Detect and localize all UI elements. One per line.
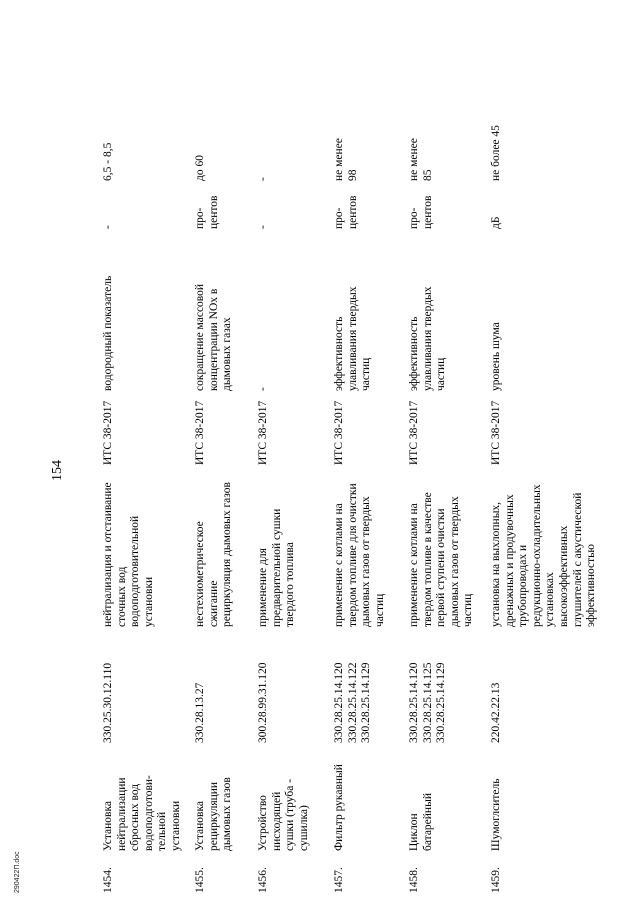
row-number: 1455.	[194, 867, 206, 893]
technology-description: нейтрализация и отстаивание сточных вод водоподготовительной установки	[102, 482, 155, 627]
its-reference: ИТС 38-2017	[257, 400, 269, 465]
value: -	[257, 177, 269, 181]
value: до 60	[194, 155, 206, 181]
okpd-codes: 330.28.25.14.120 330.28.25.14.125 330.28.25.14.129	[408, 662, 448, 743]
value: не более 45	[490, 125, 502, 181]
its-reference: ИТС 38-2017	[102, 400, 114, 465]
row-number: 1459.	[490, 867, 502, 893]
unit: про- центов	[194, 195, 220, 229]
indicator: -	[257, 387, 269, 391]
equipment-name: Установка рециркуляции дымовых газов	[194, 777, 234, 851]
technology-description: применение с котлами на твердом топливе для очистки дымовых газов от твердых частиц	[333, 483, 386, 627]
equipment-name: Установка нейтрализации сбросных вод водоподготови- тельной установки	[102, 775, 182, 851]
row-number: 1457.	[333, 867, 345, 893]
technology-description: применение для предварительной сушки твердого топлива	[257, 508, 297, 627]
page-number: 154	[50, 460, 65, 481]
equipment-name: Циклон батарейный	[408, 793, 434, 851]
equipment-name: Шумоглситель	[490, 778, 502, 851]
rotated-content	[50, 48, 598, 893]
value: не менее 85	[408, 138, 434, 181]
value: не менее 98	[333, 138, 359, 181]
okpd-codes: 330.28.13.27	[194, 682, 206, 743]
row-number: 1458.	[408, 867, 420, 893]
row-number: 1456.	[257, 867, 269, 893]
okpd-codes: 220.42.22.13	[490, 682, 502, 743]
technology-description: применение с котлами на твердом топливе в качестве первой ступени очистки дымовых газов от твердых частиц	[408, 492, 475, 627]
unit: дБ	[490, 216, 502, 229]
okpd-codes: 300.28.99.31.120	[257, 662, 269, 743]
equipment-name: Фильтр рукавный	[333, 764, 345, 851]
unit: про- центов	[408, 195, 434, 229]
its-reference: ИТС 38-2017	[490, 400, 502, 465]
unit: про- центов	[333, 195, 359, 229]
its-reference: ИТС 38-2017	[333, 400, 345, 465]
unit: -	[102, 225, 114, 229]
its-reference: ИТС 38-2017	[408, 400, 420, 465]
value: 6,5 - 8,5	[102, 142, 114, 181]
okpd-codes: 330.25.30.12.110	[102, 662, 114, 743]
row-number: 1454.	[102, 867, 114, 893]
document-file-code: 290422П.doc	[14, 851, 21, 893]
technology-description: установка на выхлопных, дренажных и продувочных трубопроводах и редукционно-охладительных установках высокоэффективных глушителей с акустической эффективностью	[490, 484, 598, 627]
indicator: сокращение массовой концентрации NOx в дымовых газах	[194, 283, 234, 391]
indicator: водородный показатель	[102, 275, 114, 391]
equipment-name: Устройство нисходящей сушки (труба - сушилка)	[257, 778, 310, 851]
indicator: уровень шума	[490, 322, 502, 391]
okpd-codes: 330.28.25.14.120 330.28.25.14.122 330.28.25.14.129	[333, 662, 373, 743]
unit: -	[257, 225, 269, 229]
indicator: эффективность улавливания твердых частиц	[408, 286, 448, 391]
technology-description: нестехиометрическое сжигание рециркуляция дымовых газов	[194, 482, 234, 627]
indicator: эффективность улавливания твердых частиц	[333, 286, 373, 391]
its-reference: ИТС 38-2017	[194, 400, 206, 465]
